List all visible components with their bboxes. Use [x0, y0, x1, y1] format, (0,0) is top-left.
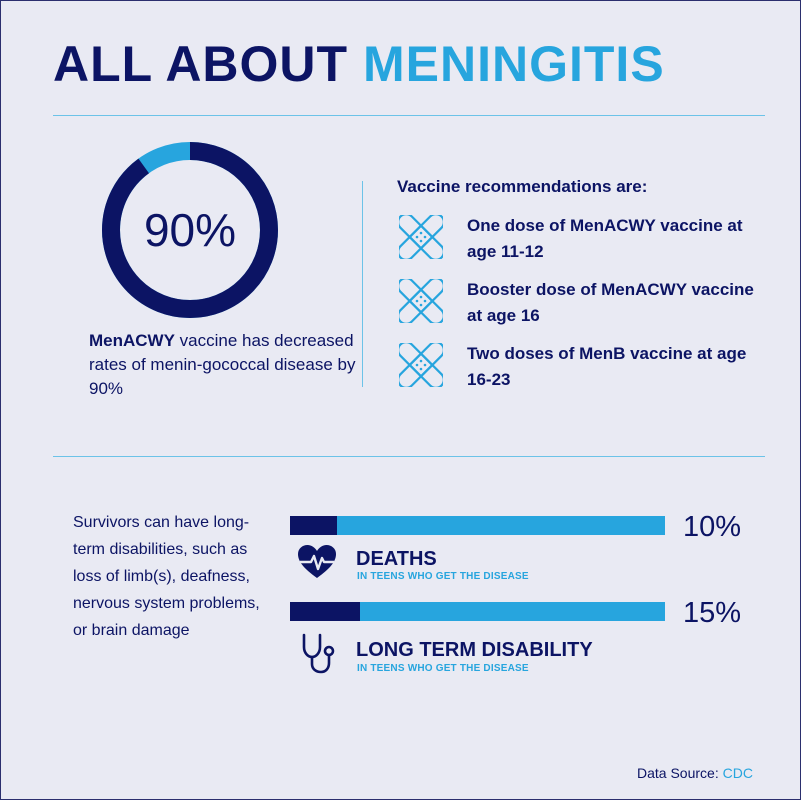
deaths-sublabel: IN TEENS WHO GET THE DISEASE [357, 571, 529, 582]
vaccine-caption-text: vaccine has decreased rates of menin-gococcal disease by 90% [89, 331, 356, 398]
recommendation-item [399, 213, 779, 273]
title-part-2: MENINGITIS [363, 36, 665, 92]
disability-label: LONG TERM DISABILITY [356, 639, 593, 661]
recommendation-text: Two doses of MenB vaccine at age 16-23 [467, 344, 747, 389]
data-source [637, 765, 753, 781]
disability-bar-fill [290, 602, 360, 621]
recommendation-item [399, 341, 779, 401]
deaths-bar [290, 516, 665, 535]
recommendation-item [399, 277, 779, 337]
vertical-divider [362, 181, 363, 387]
bandage-icon [399, 215, 443, 259]
deaths-label: DEATHS [356, 548, 437, 570]
recommendation-text: One dose of MenACWY vaccine at age 11-12 [467, 216, 743, 261]
top-divider [53, 115, 765, 116]
bandage-icon [399, 279, 443, 323]
donut-value: 90% [143, 204, 237, 256]
disability-bar [290, 602, 665, 621]
source-link[interactable]: CDC [722, 765, 753, 781]
disability-percent: 15% [683, 597, 742, 629]
source-prefix: Data Source: [637, 765, 719, 781]
page-title [53, 31, 665, 97]
survivors-text: Survivors can have long-term disabilities, such as loss of limb(s), deafness, nervous system problems, or brain damage [73, 514, 260, 639]
recommendations-heading: Vaccine recommendations are: [397, 177, 648, 196]
vaccine-caption [89, 329, 361, 401]
recommendation-text: Booster dose of MenACWY vaccine at age 16 [467, 280, 754, 325]
bandage-icon [399, 343, 443, 387]
heart-pulse-icon [297, 544, 337, 580]
middle-divider [53, 456, 765, 457]
deaths-bar-fill [290, 516, 337, 535]
stethoscope-icon [300, 633, 336, 675]
disability-sublabel: IN TEENS WHO GET THE DISEASE [357, 663, 529, 674]
vaccine-name: MenACWY [89, 331, 175, 350]
title-part-1: ALL ABOUT [53, 36, 349, 92]
deaths-percent: 10% [683, 511, 742, 543]
